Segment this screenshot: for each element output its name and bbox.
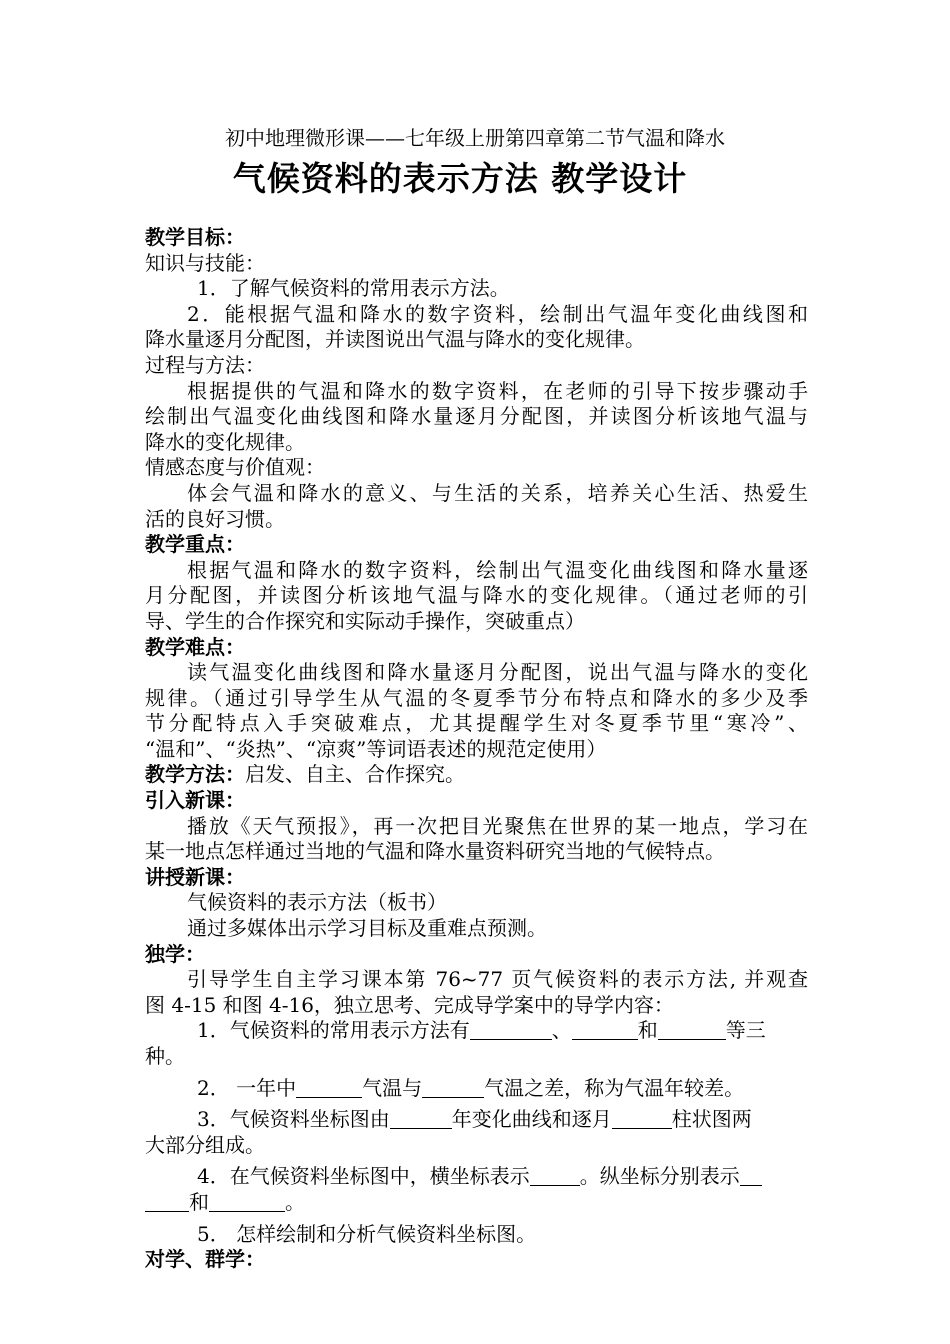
paragraph-line: 引导学生自主学习课本第 76~77 页气候资料的表示方法, 并观查 bbox=[187, 967, 808, 992]
question-4-continued bbox=[145, 1190, 808, 1216]
paragraph-line: 月分配图，并读图分析该地气温与降水的变化规律。（通过老师的引 bbox=[145, 583, 808, 608]
question-1 bbox=[145, 1018, 808, 1044]
paragraph-line: 节分配特点入手突破难点，尤其提醒学生对冬夏季节里“寒冷”、 bbox=[145, 711, 808, 736]
section-heading-objectives: 教学目标： bbox=[145, 225, 245, 249]
paragraph-line: 根据气温和降水的数字资料，绘制出气温变化曲线图和降水量逐 bbox=[187, 557, 808, 582]
sub-heading-process: 过程与方法： bbox=[145, 352, 265, 377]
section-heading-intro: 引入新课： bbox=[145, 788, 245, 813]
paragraph-line: 根据提供的气温和降水的数字资料，在老师的引导下按步骤动手 bbox=[187, 378, 808, 403]
methods-line bbox=[145, 762, 808, 788]
paragraph-line: 2．能根据气温和降水的数字资料，绘制出气温年变化曲线图和 bbox=[187, 301, 808, 326]
document-title: 气候资料的表示方法 教学设计 bbox=[232, 159, 688, 198]
section-heading-difficulties: 教学难点： bbox=[145, 634, 245, 659]
question-text: 和 bbox=[637, 1018, 658, 1043]
section-heading-self-study: 独学： bbox=[145, 941, 205, 966]
section-heading-teaching: 讲授新课： bbox=[145, 864, 245, 889]
question-text: 3．气候资料坐标图由 bbox=[197, 1107, 390, 1132]
question-text: 年变化曲线和逐月 bbox=[451, 1107, 612, 1132]
paragraph-line: 绘制出气温变化曲线图和降水量逐月分配图，并读图分析该地气温与 bbox=[145, 404, 808, 429]
question-text: 。纵坐标分别表示 bbox=[579, 1164, 740, 1189]
answer-blank bbox=[658, 1019, 726, 1040]
paragraph-line: 某一地点怎样通过当地的气温和降水量资料研究当地的气候特点。 bbox=[145, 839, 725, 864]
question-3 bbox=[145, 1107, 808, 1133]
question-text: 。 bbox=[285, 1189, 305, 1214]
question-text: 2． 一年中 bbox=[197, 1075, 297, 1100]
document-body bbox=[145, 225, 808, 1273]
question-text: 等三 bbox=[725, 1018, 766, 1043]
answer-blank bbox=[572, 1019, 638, 1040]
answer-blank bbox=[296, 1077, 362, 1098]
paragraph-line: 种。 bbox=[145, 1044, 185, 1068]
question-text: 1．气候资料的常用表示方法有 bbox=[197, 1018, 470, 1043]
section-heading-pair-group: 对学、群学： bbox=[145, 1247, 265, 1272]
question-4 bbox=[145, 1164, 808, 1190]
question-text: 气温之差，称为气温年较差。 bbox=[484, 1075, 745, 1100]
paragraph-line: 降水的变化规律。 bbox=[145, 429, 305, 454]
paragraph-line: 规律。（通过引导学生从气温的冬夏季节分布特点和降水的多少及季 bbox=[145, 685, 808, 710]
question-text: 柱状图两 bbox=[671, 1107, 752, 1132]
paragraph-line: 降水量逐月分配图，并读图说出气温与降水的变化规律。 bbox=[145, 327, 645, 352]
paragraph-line: 气候资料的表示方法（板书） bbox=[187, 890, 447, 915]
paragraph-line: “温和”、“炎热”、“凉爽”等词语表述的规范定使用） bbox=[145, 736, 607, 761]
answer-blank bbox=[612, 1108, 672, 1129]
answer-blank bbox=[145, 1191, 189, 1212]
document-subtitle: 初中地理微形课——七年级上册第四章第二节气温和降水 bbox=[225, 126, 725, 150]
paragraph-line: 通过多媒体出示学习目标及重难点预测。 bbox=[187, 916, 547, 941]
sub-heading-knowledge: 知识与技能： bbox=[145, 250, 265, 275]
paragraph-line: 图 4-15 和图 4-16，独立思考、完成导学案中的导学内容： bbox=[145, 992, 674, 1017]
question-text: 、 bbox=[551, 1018, 572, 1043]
sub-heading-emotion: 情感态度与价值观： bbox=[145, 455, 325, 480]
paragraph-line: 1．了解气候资料的常用表示方法。 bbox=[197, 276, 510, 301]
paragraph-line: 体会气温和降水的意义、与生活的关系，培养关心生活、热爱生 bbox=[187, 480, 808, 505]
answer-blank bbox=[530, 1165, 580, 1186]
section-heading-methods: 教学方法： bbox=[145, 762, 245, 787]
paragraph-line: 播放《天气预报》，再一次把目光聚焦在世界的某一地点，学习在 bbox=[187, 813, 808, 838]
answer-blank bbox=[209, 1191, 285, 1212]
answer-blank bbox=[470, 1019, 552, 1040]
answer-blank bbox=[390, 1108, 452, 1129]
answer-blank bbox=[422, 1077, 484, 1098]
question-text: 气温与 bbox=[362, 1075, 423, 1100]
question-5: 5． 怎样绘制和分析气候资料坐标图。 bbox=[197, 1221, 537, 1246]
question-text: 4．在气候资料坐标图中，横坐标表示 bbox=[197, 1164, 530, 1189]
paragraph-line: 活的良好习惯。 bbox=[145, 506, 285, 531]
section-heading-key-points: 教学重点： bbox=[145, 532, 245, 557]
paragraph-line: 大部分组成。 bbox=[145, 1132, 265, 1157]
question-text: 和 bbox=[189, 1189, 209, 1214]
question-2 bbox=[145, 1076, 808, 1102]
answer-blank bbox=[740, 1165, 762, 1186]
methods-text: 启发、自主、合作探究。 bbox=[245, 762, 465, 787]
paragraph-line: 导、学生的合作探究和实际动手操作，突破重点） bbox=[145, 608, 585, 633]
paragraph-line: 读气温变化曲线图和降水量逐月分配图，说出气温与降水的变化 bbox=[187, 660, 808, 685]
